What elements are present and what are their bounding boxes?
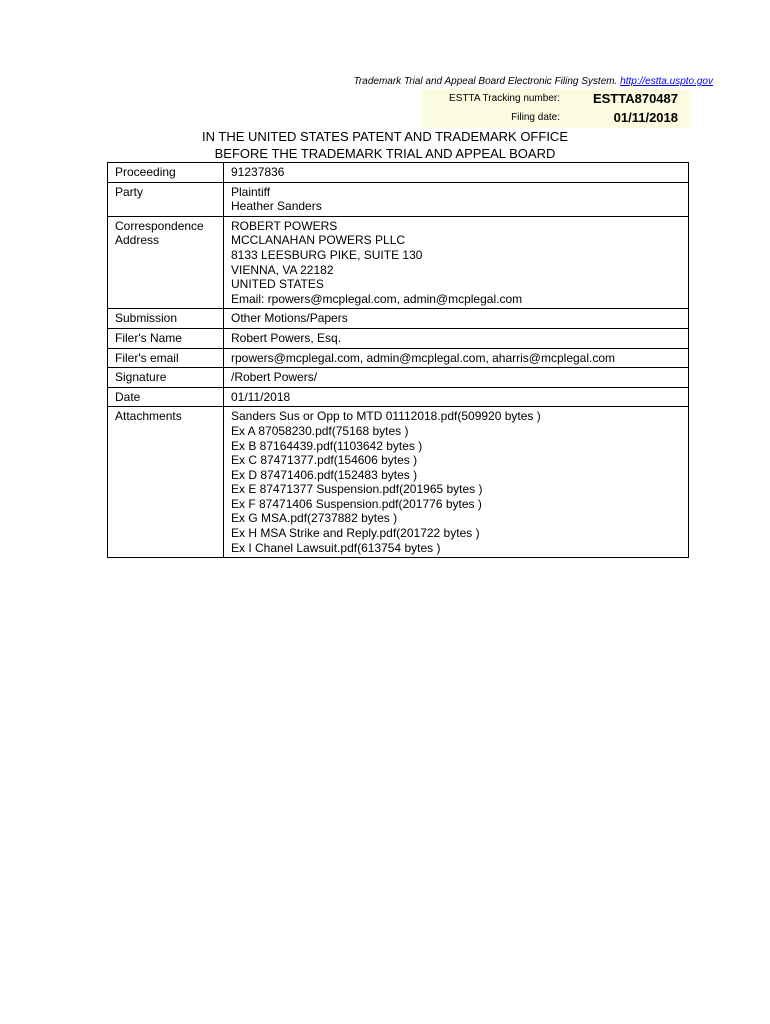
page-title-line-1: IN THE UNITED STATES PATENT AND TRADEMARK OFFICE <box>202 129 568 144</box>
party-name: Heather Sanders <box>231 199 322 214</box>
table-row <box>108 328 689 348</box>
row-label <box>108 216 224 309</box>
row-label: Proceeding <box>108 163 224 183</box>
address-line: ROBERT POWERS <box>231 218 338 233</box>
row-label: Party <box>108 182 224 216</box>
table-row <box>108 309 689 329</box>
table-row <box>108 182 689 216</box>
row-label: Attachments <box>108 407 224 558</box>
filing-date: 01/11/2018 <box>613 110 678 125</box>
system-text: Trademark Trial and Appeal Board Electronic Filing System. <box>353 76 618 87</box>
filing-table <box>107 162 689 558</box>
address-line: 8133 LEESBURG PIKE, SUITE 130 <box>231 247 423 262</box>
table-row <box>108 368 689 388</box>
attachment-item: Ex B 87164439.pdf(1103642 bytes ) <box>231 438 423 453</box>
tracking-box <box>422 89 690 128</box>
row-label: Filer's email <box>108 348 224 368</box>
attachment-item: Ex F 87471406 Suspension.pdf(201776 bytes ) <box>231 496 482 511</box>
address-line: MCCLANAHAN POWERS PLLC <box>231 233 406 248</box>
attachment-item: Sanders Sus or Opp to MTD 01112018.pdf(509920 bytes ) <box>231 409 541 424</box>
filer-name: Robert Powers, Esq. <box>224 328 689 348</box>
attachment-item: Ex C 87471377.pdf(154606 bytes ) <box>231 453 418 468</box>
tracking-label: ESTTA Tracking number: <box>449 93 560 104</box>
attachment-item: Ex D 87471406.pdf(152483 bytes ) <box>231 467 418 482</box>
address-line: VIENNA, VA 22182 <box>231 262 334 277</box>
table-row <box>108 387 689 407</box>
row-label: Submission <box>108 309 224 329</box>
page-title-line-2: BEFORE THE TRADEMARK TRIAL AND APPEAL BOARD <box>214 146 556 161</box>
filing-date-label: Filing date: <box>511 112 560 123</box>
system-line <box>354 76 713 87</box>
party-cell <box>224 182 689 216</box>
row-label: Date <box>108 387 224 407</box>
party-role: Plaintiff <box>231 184 271 199</box>
submission-type: Other Motions/Papers <box>224 309 689 329</box>
attachment-item: Ex A 87058230.pdf(75168 bytes ) <box>231 423 409 438</box>
address-email: Email: rpowers@mcplegal.com, admin@mcplegal.com <box>231 291 523 306</box>
row-label: Signature <box>108 368 224 388</box>
row-label: Filer's Name <box>108 328 224 348</box>
attachment-item: Ex G MSA.pdf(2737882 bytes ) <box>231 511 398 526</box>
label-line: Address <box>115 233 160 248</box>
attachment-item: Ex E 87471377 Suspension.pdf(201965 bytes ) <box>231 482 483 497</box>
date-value: 01/11/2018 <box>224 387 689 407</box>
attachment-item: Ex H MSA Strike and Reply.pdf(201722 bytes ) <box>231 526 480 541</box>
address-line: UNITED STATES <box>231 277 324 292</box>
table-row <box>108 348 689 368</box>
table-row <box>108 407 689 558</box>
proceeding-number: 91237836 <box>224 163 689 183</box>
table-row <box>108 163 689 183</box>
tracking-row <box>422 89 690 108</box>
table-row <box>108 216 689 309</box>
filing-date-row <box>422 108 690 127</box>
label-line: Correspondence <box>115 218 204 233</box>
signature: /Robert Powers/ <box>224 368 689 388</box>
attachment-item: Ex I Chanel Lawsuit.pdf(613754 bytes ) <box>231 540 441 555</box>
tracking-number: ESTTA870487 <box>592 91 678 106</box>
filer-email: rpowers@mcplegal.com, admin@mcplegal.com, aharris@mcplegal.com <box>224 348 689 368</box>
estta-link[interactable]: http://estta.uspto.gov <box>620 76 713 87</box>
correspondence-address <box>224 216 689 309</box>
attachments-list <box>224 407 689 558</box>
